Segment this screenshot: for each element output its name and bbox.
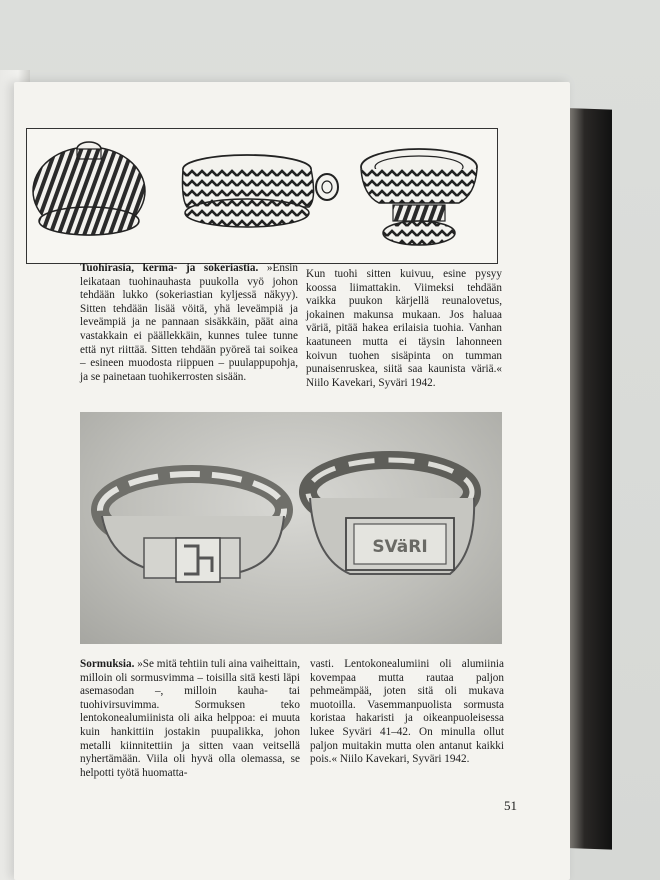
- ring-inscription: SVäRI: [372, 537, 428, 557]
- caption-top-heading: Tuohirasia, kerma- ja sokeriastia.: [80, 262, 259, 274]
- sugar-bowl: [361, 149, 477, 245]
- caption-bottom-text-2: vasti. Lentokonealumiini oli alumiinia kovempaa mutta rautaa paljon pehmeämpää, joten sitä oli mukava muotoilla. Vasemmanpuolista sormusta koristaa hakaristi ja oikeanpuoleisessa lukee Syväri 41–42. On minulla ollut paljon muitakin mutta olen antanut kaikki pois.« Niilo Kavekari, Syväri 1942.: [310, 658, 504, 766]
- caption-top-text-1: »Ensin leikataan tuohinauhasta puukolla vyö johon tehdään lukko (sokeriastian kyljessä näkyy). Sitten tehdään lisää vöitä, yhä leveämpiä ja leveämpiä ja ne pannaan sisäkkäin, päät aina vastakkain ei päällekkäin, kunnes tulee tunne että nyt riittää. Sitten tehdään pyöreä tai soikea – esineen muodosta riippuen – puulappupohja, ja se painetaan tuohikerrosten sisään.: [80, 262, 298, 383]
- caption-bottom-col1: [80, 658, 300, 780]
- caption-bottom-col2: [310, 658, 504, 767]
- caption-bottom-text-1: »Se mitä tehtiin tuli aina vaiheittain, milloin oli sormusvimma – toisilla sitä kesti läpi asemasodan –, milloin kauha- tai tuohivirsuvimma. Sormuksen teko lentokonealumiinista oli aika helppoa: ei muuta kuin hankittiin jostakin puupalikka, johon metalli kiinnitettiin ja sitten vaan veitsellä nyhertämään. Viila oli hyvä olla olemassa, se helpotti työtä huomatta-: [80, 658, 301, 779]
- caption-top-col1: [80, 262, 298, 384]
- left-ring: [100, 474, 284, 582]
- cream-jug: [183, 155, 339, 227]
- caption-top-text-2: Kun tuohi sitten kuivuu, esine pysyy koossa liimattakin. Viimeksi tehdään vaikka puukon kärjellä reunalovetus, jokainen makunsa mukaan. Jos haluaa väriä, pitää hakea erilaisia tuohia. Vanhan kaatuneen mutta ei täysin lahonneen koivun tuohen sisäpinta on tumman punaisenruskea, siitä saa kaunista väriä.« Niilo Kavekari, Syväri 1942.: [306, 268, 502, 389]
- page-number: 51: [504, 798, 517, 813]
- right-ring: [308, 460, 474, 574]
- rings-drawing: [80, 412, 502, 644]
- caption-bottom-heading: Sormuksia.: [80, 658, 135, 670]
- lidded-box: [33, 142, 145, 235]
- containers-drawing: [27, 129, 497, 263]
- caption-top-col2: [306, 268, 502, 390]
- rings-photo: [80, 412, 502, 644]
- birch-bark-containers-illustration: [26, 128, 498, 264]
